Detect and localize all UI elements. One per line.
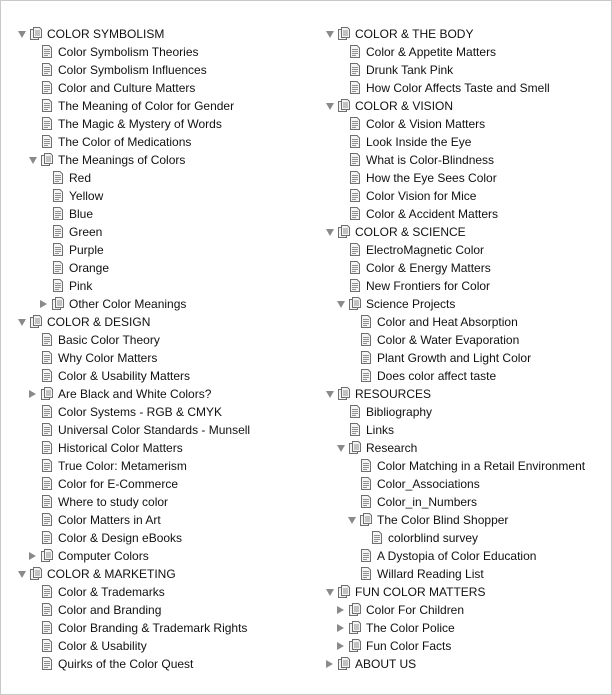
tree-item-color-for-e-commerce[interactable] (17, 475, 317, 493)
page-icon (41, 639, 53, 652)
tree-item-label: Willard Reading List (377, 567, 484, 581)
page-icon (349, 45, 361, 58)
page-icon (349, 81, 361, 94)
tree-item-look-inside-the-eye[interactable] (325, 133, 611, 151)
disclosure-expanded-icon[interactable] (326, 103, 334, 110)
tree-item-red[interactable] (17, 169, 317, 187)
disclosure-expanded-icon[interactable] (18, 319, 26, 326)
tree-item-label: The Magic & Mystery of Words (58, 117, 222, 131)
folder-page-icon (338, 657, 350, 670)
tree-item-the-color-of-medications[interactable] (17, 133, 317, 151)
tree-item-label: Where to study color (58, 495, 169, 509)
disclosure-expanded-icon[interactable] (18, 571, 26, 578)
tree-item-label: How the Eye Sees Color (366, 171, 497, 185)
tree-item-color-symbolism-theories[interactable] (17, 43, 317, 61)
folder-page-icon (41, 549, 53, 562)
tree-item-label: COLOR & DESIGN (47, 315, 151, 329)
tree-item-label: Color and Culture Matters (58, 81, 196, 95)
tree-item-label: Fun Color Facts (366, 639, 452, 653)
tree-item-color-marketing[interactable] (17, 565, 317, 583)
disclosure-collapsed-icon[interactable] (29, 390, 36, 398)
tree-item-how-color-affects-taste-and-smell[interactable] (325, 79, 611, 97)
tree-item-label: Color & Trademarks (58, 585, 165, 599)
tree-item-the-color-police[interactable] (325, 619, 611, 637)
tree-item-label: A Dystopia of Color Education (377, 549, 537, 563)
disclosure-expanded-icon[interactable] (18, 31, 26, 38)
tree-item-label: COLOR & THE BODY (355, 27, 474, 41)
tree-item-colorblind-survey[interactable] (325, 529, 611, 547)
folder-page-icon (349, 297, 361, 310)
tree-item-the-magic-mystery-of-words[interactable] (17, 115, 317, 133)
page-icon (41, 477, 53, 490)
tree-item-purple[interactable] (17, 241, 317, 259)
folder-page-icon (338, 99, 350, 112)
page-icon (41, 333, 53, 346)
tree-item-color-symbolism-influences[interactable] (17, 61, 317, 79)
tree-item-label: The Color Blind Shopper (377, 513, 509, 527)
tree-item-color-matters-in-art[interactable] (17, 511, 317, 529)
tree-item-color-design[interactable] (17, 313, 317, 331)
tree-item-label: Links (366, 423, 395, 437)
tree-item-resources[interactable] (325, 385, 611, 403)
folder-page-icon (338, 27, 350, 40)
page-icon (41, 423, 53, 436)
page-icon (52, 189, 64, 202)
tree-item-label: Science Projects (366, 297, 456, 311)
tree-item-color-and-heat-absorption[interactable] (325, 313, 611, 331)
disclosure-collapsed-icon[interactable] (337, 624, 344, 632)
tree-item-label: COLOR & SCIENCE (355, 225, 466, 239)
tree-item-color-systems-rgb-cmyk[interactable] (17, 403, 317, 421)
page-icon (360, 459, 372, 472)
tree-item-label: Universal Color Standards - Munsell (58, 423, 251, 437)
page-icon (360, 351, 372, 364)
page-icon (41, 405, 53, 418)
disclosure-expanded-icon[interactable] (348, 517, 356, 524)
tree-item-label: Color Matching in a Retail Environment (377, 459, 586, 473)
tree-item-where-to-study-color[interactable] (17, 493, 317, 511)
disclosure-expanded-icon[interactable] (337, 301, 345, 308)
tree-item-color-vision-matters[interactable] (325, 115, 611, 133)
tree-item-why-color-matters[interactable] (17, 349, 317, 367)
page-icon (41, 369, 53, 382)
tree-item-label: Historical Color Matters (58, 441, 183, 455)
folder-page-icon (360, 513, 372, 526)
tree-item-label: FUN COLOR MATTERS (355, 585, 486, 599)
tree-item-fun-color-facts[interactable] (325, 637, 611, 655)
page-icon (349, 117, 361, 130)
tree-item-other-color-meanings[interactable] (17, 295, 317, 313)
tree-item-links[interactable] (325, 421, 611, 439)
tree-item-color-water-evaporation[interactable] (325, 331, 611, 349)
tree-item-label: New Frontiers for Color (366, 279, 491, 293)
tree-item-label: Bibliography (366, 405, 433, 419)
tree-item-label: Quirks of the Color Quest (58, 657, 194, 671)
tree-item-label: Color For Children (366, 603, 465, 617)
tree-item-label: RESOURCES (355, 387, 432, 401)
tree-item-color-the-body[interactable] (325, 25, 611, 43)
tree-item-label: Basic Color Theory (58, 333, 160, 347)
tree-item-color-science[interactable] (325, 223, 611, 241)
tree-item-willard-reading-list[interactable] (325, 565, 611, 583)
tree-item-label: Color Branding & Trademark Rights (58, 621, 248, 635)
tree-item-new-frontiers-for-color[interactable] (325, 277, 611, 295)
tree-item-orange[interactable] (17, 259, 317, 277)
tree-item-label: COLOR & VISION (355, 99, 454, 113)
page-icon (349, 279, 361, 292)
tree-item-science-projects[interactable] (325, 295, 611, 313)
disclosure-expanded-icon[interactable] (29, 157, 37, 164)
page-icon (52, 261, 64, 274)
tree-item-label: Are Black and White Colors? (58, 387, 212, 401)
page-icon (41, 441, 53, 454)
tree-item-color-and-branding[interactable] (17, 601, 317, 619)
tree-item-label: Does color affect taste (377, 369, 497, 383)
tree-item-color-vision[interactable] (325, 97, 611, 115)
page-icon (41, 531, 53, 544)
page-icon (41, 603, 53, 616)
tree-item-the-meanings-of-colors[interactable] (17, 151, 317, 169)
tree-item-color-accident-matters[interactable] (325, 205, 611, 223)
tree-item-label: Other Color Meanings (69, 297, 187, 311)
tree-item-basic-color-theory[interactable] (17, 331, 317, 349)
tree-item-label: Color Symbolism Influences (58, 63, 207, 77)
disclosure-collapsed-icon[interactable] (337, 642, 344, 650)
page-icon (360, 549, 372, 562)
page-icon (349, 207, 361, 220)
tree-item-label: Color & Accident Matters (366, 207, 499, 221)
page-icon (41, 459, 53, 472)
page-icon (349, 171, 361, 184)
tree-item-pink[interactable] (17, 277, 317, 295)
tree-item-label: Color_Associations (377, 477, 480, 491)
page-icon (41, 135, 53, 148)
tree-item-color-energy-matters[interactable] (325, 259, 611, 277)
folder-page-icon (52, 297, 64, 310)
page-icon (349, 423, 361, 436)
page-icon (349, 405, 361, 418)
tree-item-label: The Color Police (366, 621, 455, 635)
tree-item-label: Pink (69, 279, 93, 293)
tree-item-drunk-tank-pink[interactable] (325, 61, 611, 79)
tree-item-label: Color & Appetite Matters (366, 45, 497, 59)
tree-item-historical-color-matters[interactable] (17, 439, 317, 457)
tree-item-label: COLOR & MARKETING (47, 567, 176, 581)
folder-page-icon (41, 387, 53, 400)
tree-item-color-appetite-matters[interactable] (325, 43, 611, 61)
tree-item-color-in-numbers[interactable] (325, 493, 611, 511)
tree-item-color-usability-matters[interactable] (17, 367, 317, 385)
tree-item-label: COLOR SYMBOLISM (47, 27, 165, 41)
tree-item-label: Green (69, 225, 103, 239)
disclosure-collapsed-icon[interactable] (337, 606, 344, 614)
tree-item-label: Color and Heat Absorption (377, 315, 518, 329)
page-icon (41, 513, 53, 526)
tree-item-label: Color & Energy Matters (366, 261, 491, 275)
tree-item-label: Color Vision for Mice (366, 189, 477, 203)
tree-item-label: Plant Growth and Light Color (377, 351, 532, 365)
folder-page-icon (30, 27, 42, 40)
disclosure-expanded-icon[interactable] (326, 391, 334, 398)
folder-page-icon (349, 441, 361, 454)
page-icon (52, 243, 64, 256)
page-icon (349, 261, 361, 274)
page-icon (52, 171, 64, 184)
tree-item-label: Color & Vision Matters (366, 117, 486, 131)
tree-item-bibliography[interactable] (325, 403, 611, 421)
page-icon (360, 315, 372, 328)
page-icon (349, 63, 361, 76)
page-icon (360, 333, 372, 346)
disclosure-collapsed-icon[interactable] (40, 300, 47, 308)
page-icon (41, 585, 53, 598)
page-icon (41, 45, 53, 58)
folder-page-icon (30, 315, 42, 328)
page-icon (371, 531, 383, 544)
tree-item-label: Drunk Tank Pink (366, 63, 454, 77)
tree-item-universal-color-standards-munsell[interactable] (17, 421, 317, 439)
page-icon (41, 99, 53, 112)
page-icon (41, 657, 53, 670)
tree-item-electromagnetic-color[interactable] (325, 241, 611, 259)
page-icon (41, 63, 53, 76)
page-icon (52, 207, 64, 220)
tree-item-label: ElectroMagnetic Color (366, 243, 485, 257)
folder-page-icon (41, 153, 53, 166)
tree-item-quirks-of-the-color-quest[interactable] (17, 655, 317, 673)
tree-item-color-symbolism[interactable] (17, 25, 317, 43)
tree-item-label: Color & Design eBooks (58, 531, 183, 545)
page-icon (349, 153, 361, 166)
tree-item-label: Why Color Matters (58, 351, 158, 365)
tree-item-label: The Meanings of Colors (58, 153, 186, 167)
tree-item-the-meaning-of-color-for-gender[interactable] (17, 97, 317, 115)
tree-item-true-color-metamerism[interactable] (17, 457, 317, 475)
tree-item-label: colorblind survey (388, 531, 479, 545)
tree-item-label: Yellow (69, 189, 104, 203)
tree-item-does-color-affect-taste[interactable] (325, 367, 611, 385)
tree-item-label: Color & Water Evaporation (377, 333, 520, 347)
tree-item-label: The Color of Medications (58, 135, 192, 149)
folder-page-icon (349, 639, 361, 652)
tree-item-color-associations[interactable] (325, 475, 611, 493)
tree-item-computer-colors[interactable] (17, 547, 317, 565)
tree-item-label: Look Inside the Eye (366, 135, 472, 149)
tree-item-color-design-ebooks[interactable] (17, 529, 317, 547)
folder-page-icon (338, 225, 350, 238)
tree-item-label: Red (69, 171, 92, 185)
tree-item-color-and-culture-matters[interactable] (17, 79, 317, 97)
page-icon (41, 117, 53, 130)
folder-page-icon (338, 387, 350, 400)
tree-item-label: The Meaning of Color for Gender (58, 99, 235, 113)
page-icon (52, 225, 64, 238)
tree-item-a-dystopia-of-color-education[interactable] (325, 547, 611, 565)
tree-item-what-is-color-blindness[interactable] (325, 151, 611, 169)
tree-item-label: How Color Affects Taste and Smell (366, 81, 550, 95)
folder-page-icon (349, 621, 361, 634)
page-icon (360, 495, 372, 508)
tree-item-label: Color_in_Numbers (377, 495, 478, 509)
page-icon (360, 567, 372, 580)
disclosure-expanded-icon[interactable] (326, 589, 334, 596)
page-icon (360, 369, 372, 382)
page-icon (41, 495, 53, 508)
page-icon (349, 189, 361, 202)
tree-item-label: True Color: Metamerism (58, 459, 187, 473)
tree-item-label: Color and Branding (58, 603, 162, 617)
page-icon (41, 621, 53, 634)
page-icon (41, 81, 53, 94)
tree-item-label: Color Symbolism Theories (58, 45, 199, 59)
tree-item-blue[interactable] (17, 205, 317, 223)
tree-item-label: Color for E-Commerce (58, 477, 179, 491)
tree-item-label: Orange (69, 261, 110, 275)
page-icon (349, 243, 361, 256)
page-icon (349, 135, 361, 148)
folder-page-icon (30, 567, 42, 580)
tree-item-label: Purple (69, 243, 104, 257)
tree-item-color-trademarks[interactable] (17, 583, 317, 601)
folder-page-icon (349, 603, 361, 616)
sitemap-column-left (17, 25, 317, 673)
tree-item-label: Research (366, 441, 418, 455)
tree-item-how-the-eye-sees-color[interactable] (325, 169, 611, 187)
page-icon (41, 351, 53, 364)
tree-item-label: Color Systems - RGB & CMYK (58, 405, 223, 419)
tree-item-label: Color Matters in Art (58, 513, 161, 527)
tree-item-color-branding-trademark-rights[interactable] (17, 619, 317, 637)
tree-item-yellow[interactable] (17, 187, 317, 205)
tree-item-are-black-and-white-colors[interactable] (17, 385, 317, 403)
disclosure-expanded-icon[interactable] (326, 31, 334, 38)
tree-item-color-matching-in-a-retail-environment[interactable] (325, 457, 611, 475)
tree-item-the-color-blind-shopper[interactable] (325, 511, 611, 529)
disclosure-collapsed-icon[interactable] (29, 552, 36, 560)
tree-item-label: What is Color-Blindness (366, 153, 495, 167)
tree-item-label: ABOUT US (355, 657, 417, 671)
tree-item-label: Computer Colors (58, 549, 149, 563)
tree-item-color-for-children[interactable] (325, 601, 611, 619)
tree-item-research[interactable] (325, 439, 611, 457)
tree-item-color-vision-for-mice[interactable] (325, 187, 611, 205)
page-icon (360, 477, 372, 490)
folder-page-icon (338, 585, 350, 598)
page-icon (52, 279, 64, 292)
tree-item-label: Blue (69, 207, 94, 221)
tree-item-fun-color-matters[interactable] (325, 583, 611, 601)
disclosure-expanded-icon[interactable] (326, 229, 334, 236)
disclosure-collapsed-icon[interactable] (326, 660, 333, 668)
sitemap-column-right (325, 25, 611, 673)
tree-item-color-usability[interactable] (17, 637, 317, 655)
tree-item-label: Color & Usability (58, 639, 147, 653)
disclosure-expanded-icon[interactable] (337, 445, 345, 452)
tree-item-plant-growth-and-light-color[interactable] (325, 349, 611, 367)
tree-item-label: Color & Usability Matters (58, 369, 191, 383)
tree-item-green[interactable] (17, 223, 317, 241)
tree-item-about-us[interactable] (325, 655, 611, 673)
